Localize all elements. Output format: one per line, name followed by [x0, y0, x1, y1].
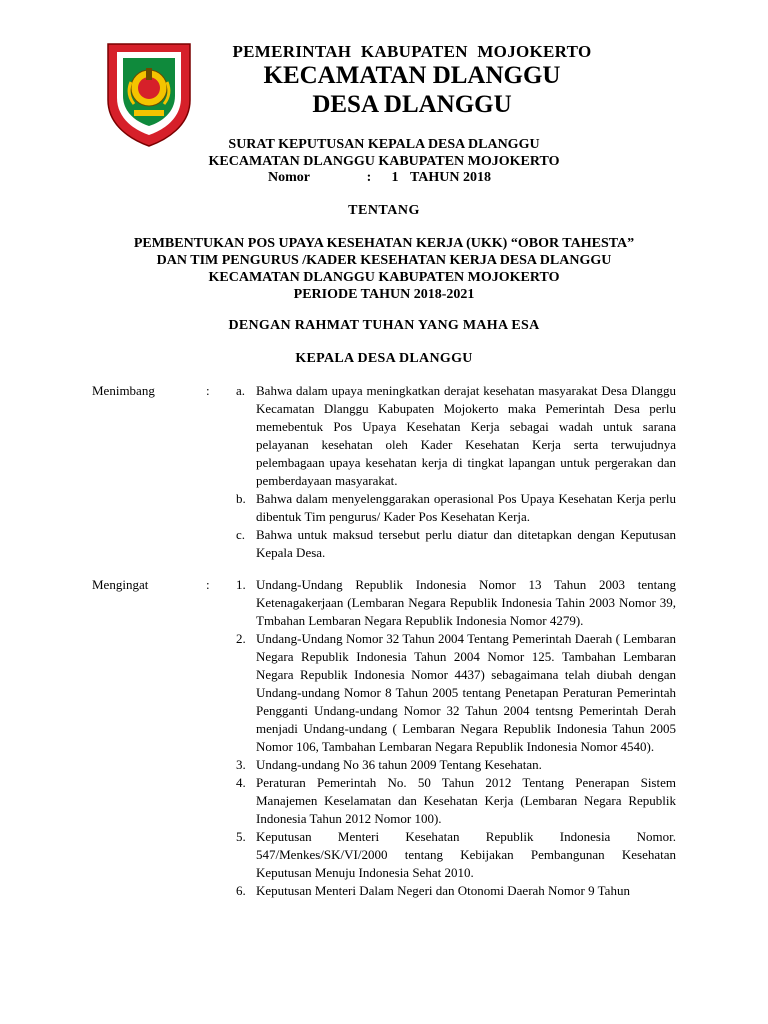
decree-subject-line4: PERIODE TAHUN 2018-2021 [293, 287, 475, 302]
nomor-label: Nomor [268, 170, 310, 185]
list-marker: c. [236, 527, 246, 542]
list-text: Bahwa untuk maksud tersebut perlu diatur dan ditetapkan dengan Keputusan Kepala Desa. [256, 527, 676, 560]
tentang-heading: TENTANG [348, 203, 420, 218]
letterhead-village: DESA DLANGGU [312, 91, 512, 118]
invocation-line: DENGAN RAHMAT TUHAN YANG MAHA ESA [228, 318, 540, 333]
list-marker: 5. [236, 829, 246, 844]
list-text: Keputusan Menteri Dalam Negeri dan Otonomi Daerah Nomor 9 Tahun [256, 883, 630, 898]
list-marker: 3. [236, 757, 246, 772]
letterhead-district: KECAMATAN DLANGGU [263, 62, 561, 89]
decree-title [0, 136, 768, 170]
list-marker: b. [236, 491, 246, 506]
nomor-colon: : [366, 170, 372, 185]
list-item [228, 756, 676, 774]
decree-title-line1: SURAT KEPUTUSAN KEPALA DESA DLANGGU [228, 137, 540, 152]
list-item [228, 526, 676, 562]
decree-title-line2: KECAMATAN DLANGGU KABUPATEN MOJOKERTO [208, 154, 560, 169]
list-item [228, 576, 676, 630]
list-item [228, 382, 676, 490]
mengingat-label: Mengingat [92, 577, 149, 592]
list-item [228, 490, 676, 526]
list-text: Undang-Undang Nomor 32 Tahun 2004 Tentang Pemerintah Daerah ( Lembaran Negara Republik Indonesia Tahun 2004 Nomor 125. Tambahan Lembaran Negara Republik Indonesia Nomor 4437) sebagaimana telah diubah dengan Undang-undang Nomor 8 Tahun 2005 tentang Penetapan Peraturan Pemerintah Pengganti Undang-undang Nomor 32 Tahun 2004 tentsng Pemerintah Derah menjadi Undang-undang ( Lembaran Negara Republik Indonesia Tahun 2005 Nomor 106, Tambahan Lembaran Negara Republik Indonesia Nomor 4540). [256, 631, 676, 754]
mengingat-list [228, 576, 676, 900]
decree-subject-line1: PEMBENTUKAN POS UPAYA KESEHATAN KERJA (UKK) “OBOR TAHESTA” [133, 236, 635, 251]
list-item [228, 882, 676, 900]
menimbang-label: Menimbang [92, 383, 155, 398]
shield-emblem-icon [104, 38, 194, 148]
mengingat-colon: : [206, 577, 210, 592]
list-marker: a. [236, 383, 246, 398]
list-text: Peraturan Pemerintah No. 50 Tahun 2012 Tentang Penerapan Sistem Manajemen Keselamatan dan Kesehatan Kerja (Lembaran Negara Republik Indonesia Tahun 2012 Nomor 100). [256, 775, 676, 826]
nomor-year: TAHUN 2018 [410, 170, 492, 185]
menimbang-list [228, 382, 676, 562]
village-head-line: KEPALA DESA DLANGGU [295, 351, 473, 366]
list-item [228, 774, 676, 828]
decree-subject [0, 235, 768, 303]
decree-number [0, 170, 768, 186]
kabupaten-emblem-logo [104, 38, 194, 148]
menimbang-colon: : [206, 383, 210, 398]
list-text: Bahwa dalam upaya meningkatkan derajat kesehatan masyarakat Desa Dlanggu Kecamatan Dlanggu Kabupaten Mojokerto maka Pemerintah Desa perlu memebentuk Pos Upaya Kesehatan Kerja sebagai wadah untuk sarana pelayanan kesehatan oleh Kader Kesehatan Kerja serta terwujudnya pelembagaan upaya kesehatan kerja di tingkat lapangan untuk pergerakan dan pemberdayaan masyarakat. [256, 383, 676, 488]
list-text: Undang-Undang Republik Indonesia Nomor 13 Tahun 2003 tentang Ketenagakerjaan (Lembaran Negara Republik Indonesia Tahin 2003 Nomor 39, Tmbahan Lembaran Negara Republik Indonesia Nomor 4279). [256, 577, 676, 628]
list-marker: 6. [236, 883, 246, 898]
letterhead-government: PEMERINTAH KABUPATEN MOJOKERTO [232, 42, 592, 61]
list-text: Bahwa dalam menyelenggarakan operasional Pos Upaya Kesehatan Kerja perlu dibentuk Tim pengurus/ Kader Pos Kesehatan Kerja. [256, 491, 676, 524]
list-item [228, 828, 676, 882]
list-text: Undang-undang No 36 tahun 2009 Tentang Kesehatan. [256, 757, 542, 772]
list-marker: 1. [236, 577, 246, 592]
decree-subject-line3: KECAMATAN DLANGGU KABUPATEN MOJOKERTO [208, 270, 560, 285]
list-marker: 4. [236, 775, 246, 790]
decree-subject-line2: DAN TIM PENGURUS /KADER KESEHATAN KERJA DESA DLANGGU [156, 253, 612, 268]
list-item [228, 630, 676, 756]
list-text: Keputusan Menteri Kesehatan Republik Indonesia Nomor. 547/Menkes/SK/VI/2000 tentang Kebijakan Pembangunan Kesehatan Keputusan Menuju Indonesia Sehat 2010. [256, 829, 676, 880]
list-marker: 2. [236, 631, 246, 646]
nomor-value: 1 [391, 170, 399, 185]
letterhead [196, 42, 628, 120]
